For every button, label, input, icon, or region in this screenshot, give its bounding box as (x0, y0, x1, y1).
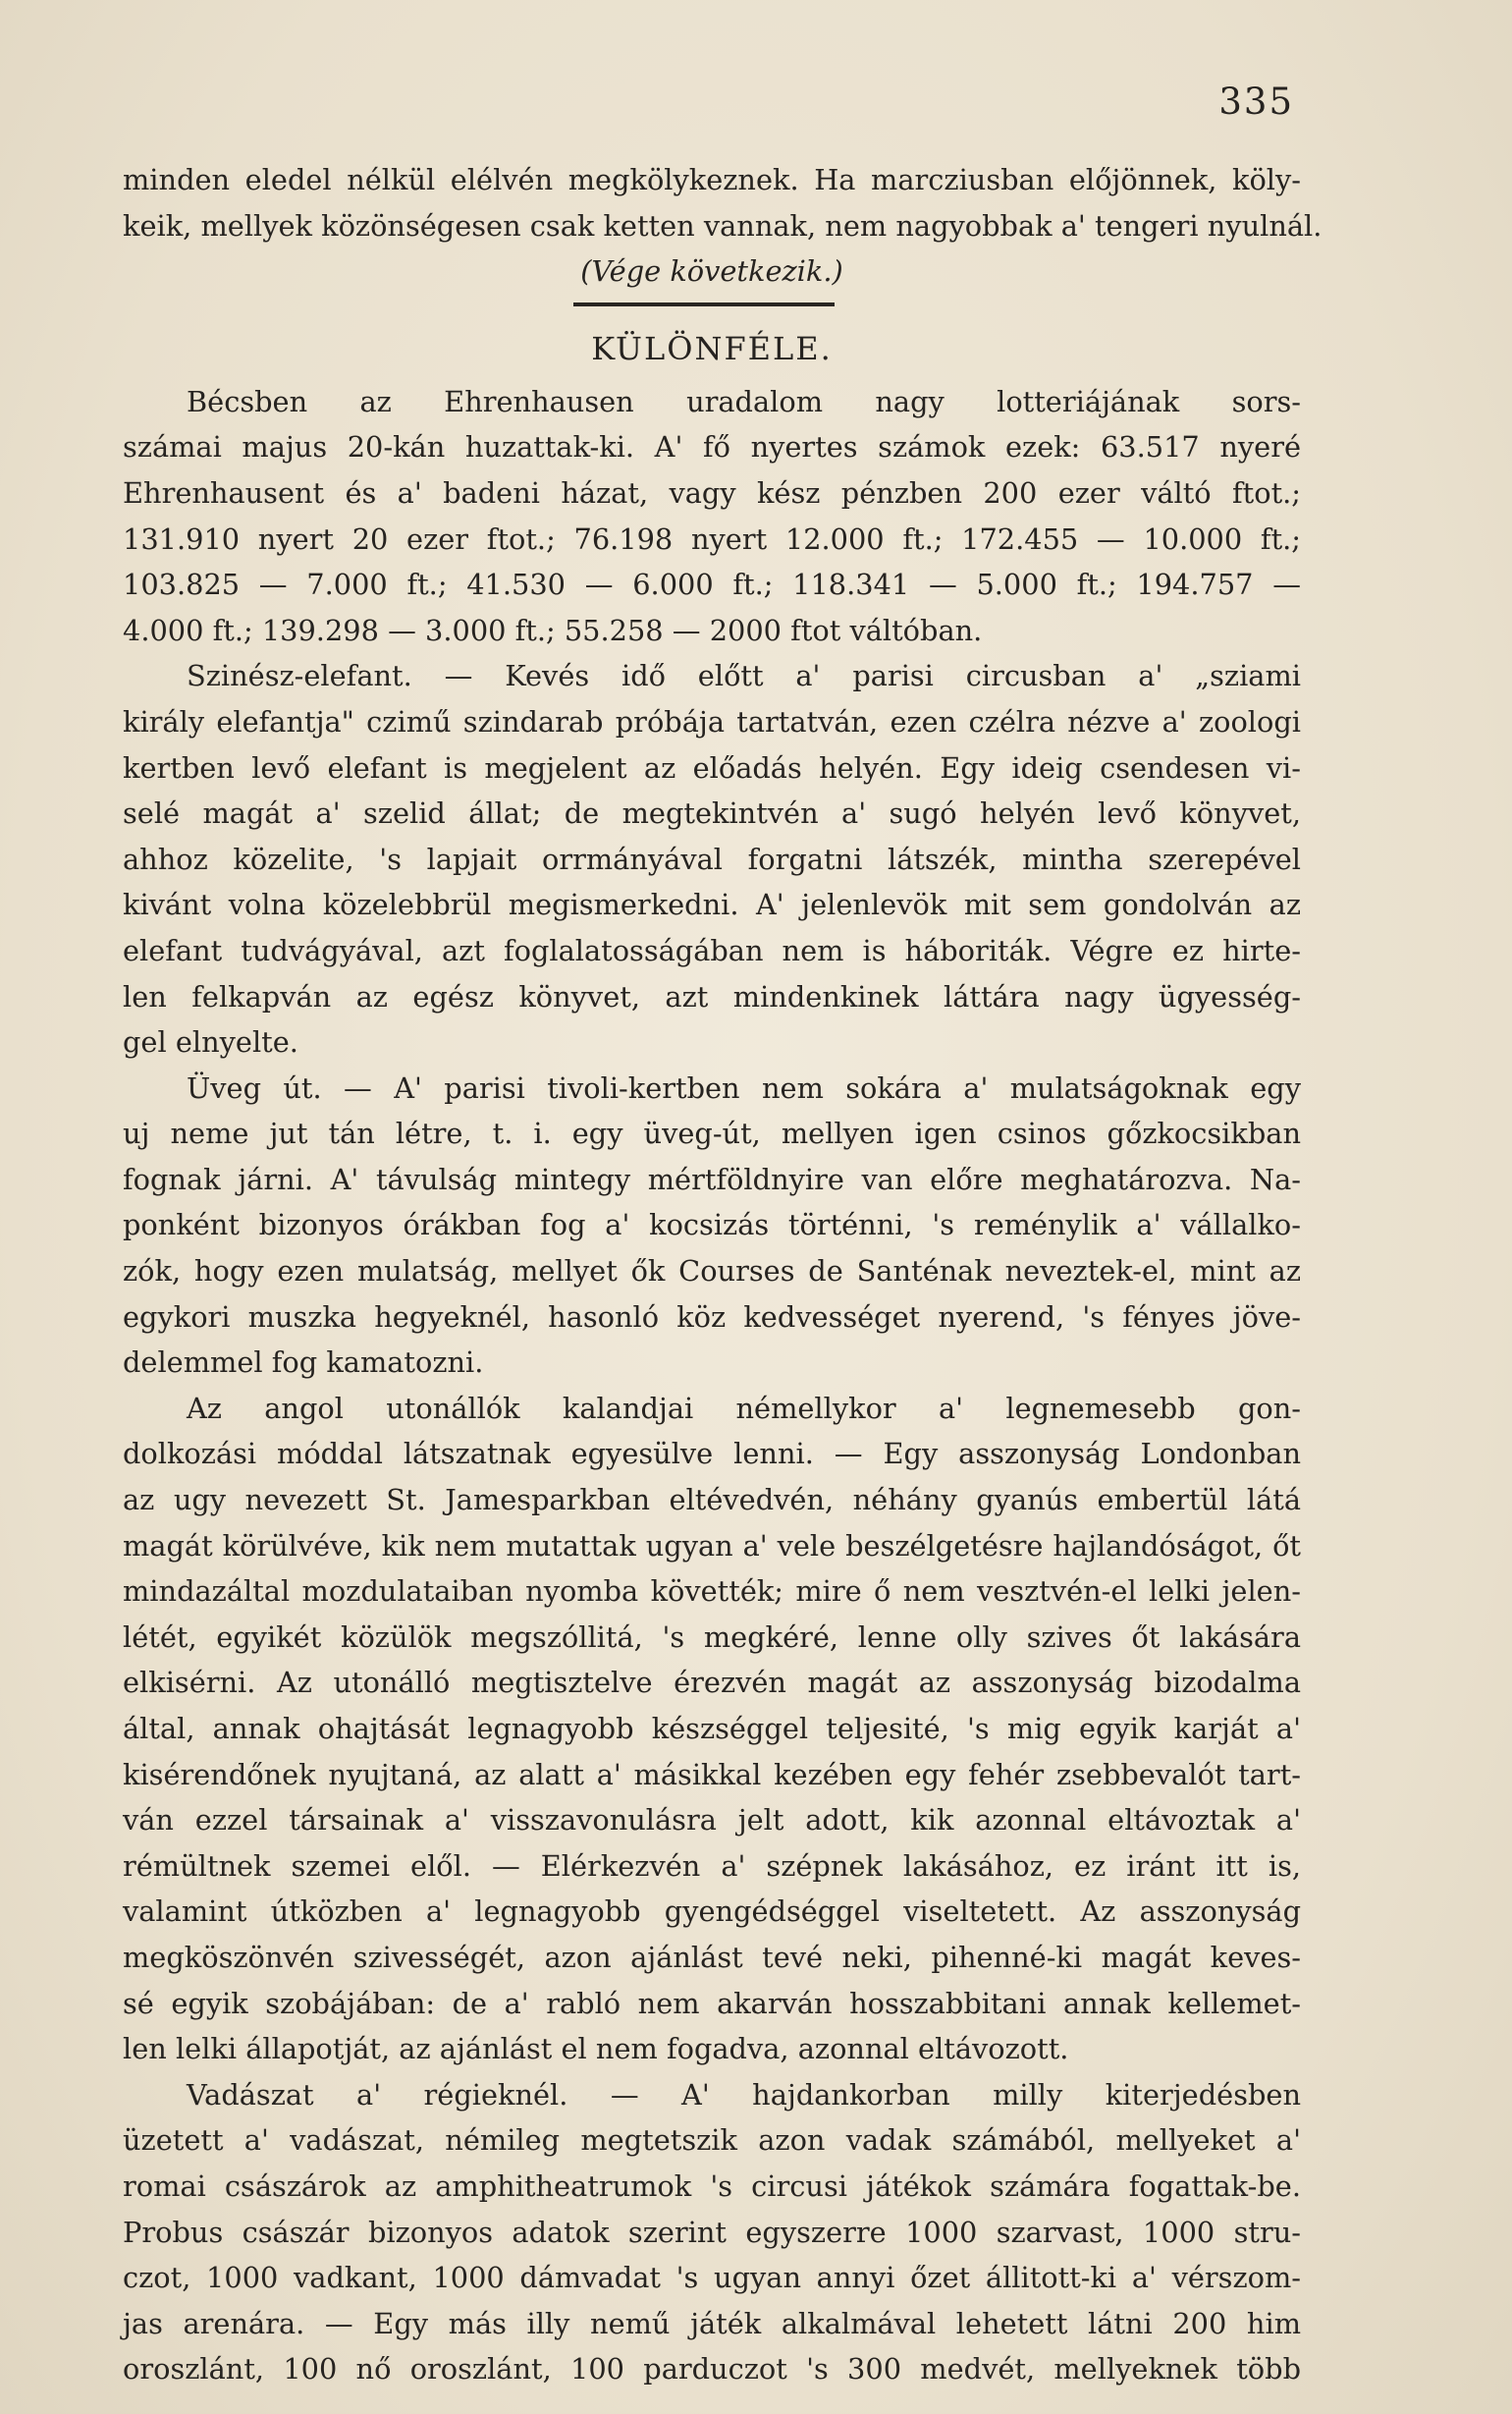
text-line: Az angol utonállók kalandjai némellykor a' legnemesebb gon- (187, 1391, 1301, 1425)
text-line: Vadászat a' régieknél. — A' hajdankorban milly kiterjedésben (187, 2077, 1301, 2112)
text-line: len lelki állapotját, az ajánlást el nem fogadva, azonnal eltávozott. (123, 2032, 1069, 2066)
text-line: zók, hogy ezen mulatság, mellyet ők Courses de Santénak neveztek-el, mint az (123, 1254, 1301, 1289)
text-line: számai majus 20-kán huzattak-ki. A' fő nyertes számok ezek: 63.517 nyeré (123, 430, 1301, 465)
end-note: (Vége következik.) (580, 254, 843, 289)
text-block (123, 157, 1323, 2392)
text-line: sé egyik szobájában: de a' rabló nem akarván hosszabbitani annak kellemet- (123, 1986, 1301, 2020)
text-line: Ehrenhausent és a' badeni házat, vagy kész pénzben 200 ezer váltó ftot.; (123, 475, 1301, 510)
text-line: czot, 1000 vadkant, 1000 dámvadat 's ugyan annyi őzet állitott-ki a' vérszom- (123, 2261, 1301, 2295)
page-number: 335 (1218, 81, 1294, 123)
text-line: ahhoz közelite, 's lapjait orrmányával forgatni látszék, mintha szerepével (123, 842, 1301, 876)
section-divider (123, 295, 1301, 318)
text-line: elkisérni. Az utonálló megtisztelve érezvén magát az asszonyság bizodalma (123, 1666, 1301, 1700)
text-line: jas arenára. — Egy más illy nemű játék alkalmával lehetett látni 200 him (123, 2306, 1301, 2340)
text-line: kisérendőnek nyujtaná, az alatt a' másikkal kezében egy fehér zsebbevalót tart- (123, 1757, 1301, 1791)
text-line: megköszönvén szivességét, azon ajánlást tevé neki, pihenné-ki magát keves- (123, 1940, 1301, 1974)
text-line: Bécsben az Ehrenhausen uradalom nagy lotteriájának sors- (187, 384, 1301, 418)
text-line: uj neme jut tán létre, t. i. egy üveg-út, mellyen igen csinos gőzkocsikban (123, 1117, 1301, 1151)
text-line: Üveg út. — A' parisi tivoli-kertben nem sokára a' mulatságoknak egy (187, 1070, 1301, 1105)
text-line: minden eledel nélkül elélvén megkölykeznek. Ha marcziusban előjönnek, köly- (123, 163, 1301, 196)
text-line: létét, egyikét közülök megszóllitá, 's megkéré, lenne olly szives őt lakására (123, 1619, 1301, 1654)
text-line: üzetett a' vadászat, némileg megtetszik azon vadak számából, mellyeket a' (123, 2123, 1301, 2158)
text-line: romai császárok az amphitheatrumok 's circusi játékok számára fogattak-be. (123, 2168, 1301, 2203)
text-line: kertben levő elefant is megjelent az előadás helyén. Egy ideig csendesen vi- (123, 750, 1301, 785)
text-line: gel elnyelte. (123, 1025, 298, 1060)
text-line: 103.825 — 7.000 ft.; 41.530 — 6.000 ft.; 118.341 — 5.000 ft.; 194.757 — (123, 568, 1301, 602)
text-line: magát körülvéve, kik nem mutattak ugyan a' vele beszélgetésre hajlandóságot, őt (123, 1528, 1301, 1563)
text-line: az ugy nevezett St. Jamesparkban eltévedvén, néhány gyanús embertül látá (123, 1483, 1301, 1517)
text-line: egykori muszka hegyeknél, hasonló köz kedvességet nyerend, 's fényes jöve- (123, 1299, 1301, 1334)
text-line: 4.000 ft.; 139.298 — 3.000 ft.; 55.258 — 2000 ftot váltóban. (123, 613, 983, 647)
text-line: len felkapván az egész könyvet, azt mindenkinek láttára nagy ügyesség- (123, 979, 1301, 1014)
text-line: ponként bizonyos órákban fog a' kocsizás történni, 's reménylik a' vállalko- (123, 1208, 1301, 1242)
text-line: dolkozási móddal látszatnak egyesülve lenni. — Egy asszonyság Londonban (123, 1437, 1301, 1471)
section-title: KÜLÖNFÉLE. (591, 329, 833, 367)
text-line: Szinész-elefant. — Kevés idő előtt a' parisi circusban a' „sziami (187, 659, 1301, 693)
text-line: elefant tudvágyával, azt foglalatosságában nem is háboriták. Végre ez hirte- (123, 933, 1301, 967)
text-line: fognak járni. A' távulság mintegy mértföldnyire van előre meghatározva. Na- (123, 1162, 1301, 1196)
text-line: 131.910 nyert 20 ezer ftot.; 76.198 nyert 12.000 ft.; 172.455 — 10.000 ft.; (123, 521, 1301, 556)
text-line: kivánt volna közelebbrül megismerkedni. A' jelenlevök mit sem gondolván az (123, 888, 1301, 922)
text-line: Probus császár bizonyos adatok szerint egyszerre 1000 szarvast, 1000 stru- (123, 2215, 1301, 2249)
text-line: valamint útközben a' legnagyobb gyengédséggel viseltetett. Az asszonyság (123, 1894, 1301, 1929)
text-line: mindazáltal mozdulataiban nyomba követték; mire ő nem vesztvén-el lelki jelen- (123, 1574, 1301, 1609)
text-line: rémültnek szemei elől. — Elérkezvén a' szépnek lakásához, ez iránt itt is, (123, 1848, 1301, 1883)
text-line: selé magát a' szelid állat; de megtekintvén a' sugó helyén levő könyvet, (123, 796, 1301, 831)
text-line: király elefantja" czimű szindarab próbája tartatván, ezen czélra nézve a' zoologi (123, 704, 1301, 739)
text-line: által, annak ohajtását legnagyobb készséggel teljesité, 's mig egyik karját a' (123, 1712, 1301, 1745)
text-line: oroszlánt, 100 nő oroszlánt, 100 parduczot 's 300 medvét, mellyeknek több (123, 2352, 1301, 2387)
text-line: keik, mellyek közönségesen csak ketten vannak, nem nagyobbak a' tengeri nyulnál. (123, 208, 1323, 243)
text-line: delemmel fog kamatozni. (123, 1345, 484, 1380)
text-line: ván ezzel társainak a' visszavonulásra jelt adott, kik azonnal eltávoztak a' (123, 1803, 1301, 1838)
